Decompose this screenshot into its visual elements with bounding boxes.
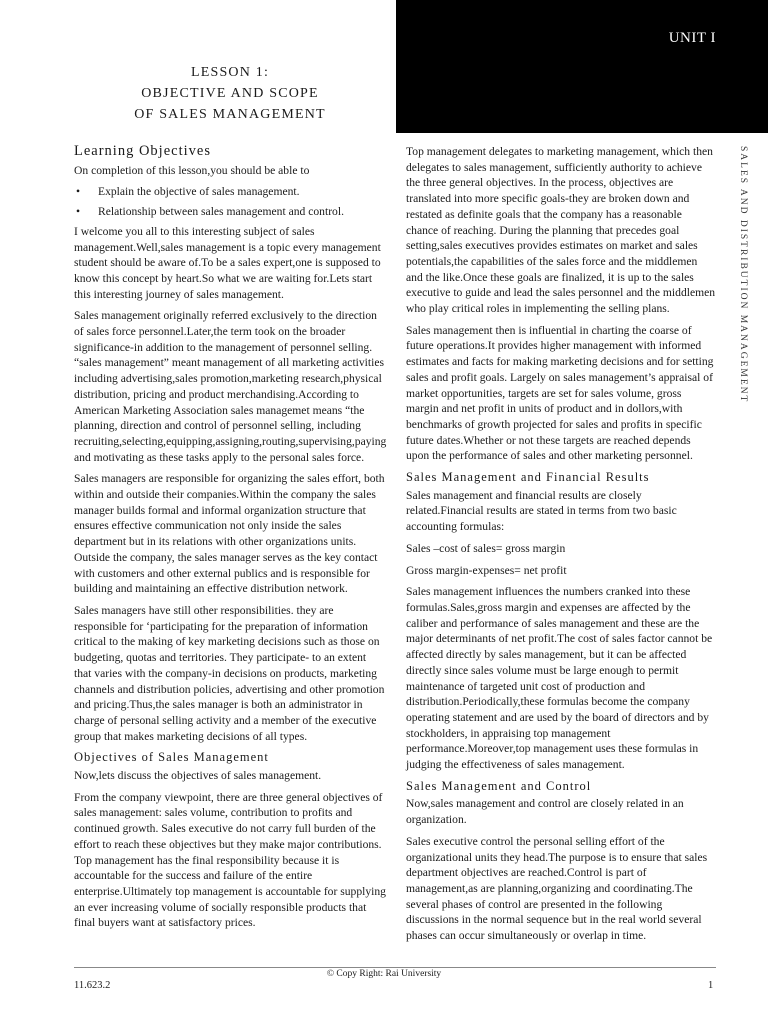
lesson-title <box>110 62 350 125</box>
formula-line: Sales –cost of sales= gross margin <box>406 541 566 555</box>
page-number: 1 <box>708 980 714 991</box>
left-column <box>74 144 386 937</box>
financial-results-heading: Sales Management and Financial Results <box>406 470 650 485</box>
paragraph: I welcome you all to this interesting subject of sales management.Well,sales management is a topic every management student should be aware of.To be a sales expert,one is supposed to know this concept by heart.So what we are waiting for.Lets start this interesting journey of sales management. <box>74 224 381 301</box>
objective-item: • Explain the objective of sales management. <box>74 184 386 200</box>
unit-header-box <box>396 0 768 133</box>
objective-item: • Relationship between sales management and control. <box>74 204 386 220</box>
objectives-intro: On completion of this lesson,you should be able to <box>74 163 310 177</box>
formula-line: Gross margin-expenses= net profit <box>406 563 567 577</box>
paragraph: Sales managers are responsible for organizing the sales effort, both within and outside their companies.Within the company the sales manager builds formal and informal organization structure that ensures effective communication not only inside the sales department but in its relations with other organizations units. Outside the company, the sales manager serves as the key contact with customers and other external publics and is responsible for building and maintaining an effective distribution network. <box>74 472 385 596</box>
side-running-title: SALES AND DISTRIBUTION MANAGEMENT <box>738 146 748 404</box>
objectives-list <box>74 184 386 219</box>
paragraph: Sales managers have still other responsibilities. they are responsible for ‘participating for the preparation of information critical to the making of key marketing decisions such as those on budgeting, quotas and territories. They participate- to an extent that varies with the company-in decisions on products, marketing channels and distribution policies, advertising and other promotion and pricing.Thus,the sales manager is both an administrator in charge of personal selling activity and a member of the executive group that makes marketing decisions of all types. <box>74 603 385 743</box>
paragraph: Top management delegates to marketing management, which then delegates to sales management, sufficiently authority to achieve the three general objectives. In the process, objectives are translated into more specific goals-they are broken down and restated as definite goals that the company has a reasonable chance of reaching. During the planning that precedes goal setting,sales executives provides estimates on market and sales potentials,the capabilities of the sales force and the middlemen and the like.Once these goals are finalized, it is up to the sales executive to guide and lead the sales personnel and the middlemen who play critical roles in implementing the selling plans. <box>406 145 716 316</box>
copyright-notice: © Copy Right: Rai University <box>326 969 442 979</box>
course-code: 11.623.2 <box>74 980 111 991</box>
control-section-heading: Sales Management and Control <box>406 778 592 793</box>
paragraph: From the company viewpoint, there are three general objectives of sales management: sales volume, contribution to profits and continued growth. Sales executive do not carry full burden of the effort to reach these objectives but they make major contributions. Top management has the final responsibility because it is accountable for the success and failure of the entire enterprise.Ultimately top management is accountable for supplying an ever increasing volume of socially responsible products that final buyers want at satisfactory prices. <box>74 790 386 930</box>
paragraph: Now,sales management and control are closely related in an organization. <box>406 797 684 827</box>
learning-objectives-heading: Learning Objectives <box>74 143 211 159</box>
lesson-title-line-2: OF SALES MANAGEMENT <box>134 107 326 122</box>
paragraph: Sales management originally referred exclusively to the direction of sales force personnel.Later,the term took on the broader significance-in addition to the management of personnel selling. “sales management” meant management of all marketing activities including advertising,sales promotion,marketing research,physical distribution, pricing and product merchandising.According to American Marketing Association sales managemet means “the planning, direction and control of personnel selling, including recruiting,selecting,equipping,assigning,routing,supervising,paying and motivating as these tasks apply to the personal sales force. <box>74 309 387 464</box>
paragraph: Sales executive control the personal selling effort of the organizational units they head.The purpose is to ensure that sales department objectives are reached.Control is part of management,as are planning,organizing and coordinating.The several phases of control are presented in the following discussions in the normal sequence but in the real world several phases can occur simultaneously or overlap in time. <box>406 834 708 943</box>
paragraph: Sales management then is influential in charting the coarse of future operations.It provides higher management with informed estimates and facts for making marketing decisions and for setting sales and profit goals. Largely on sales management’s appraisal of market opportunities, targets are set for sales volume, gross margin and net profit in units of product and in dollors,with benchmarks of growth projected for sales and profits in specific future dates.Whether or not these targets are reached depends upon the performance of sales and other marketing personnel. <box>406 323 714 463</box>
unit-label: UNIT I <box>668 30 716 46</box>
right-column <box>406 144 716 950</box>
paragraph: Sales management influences the numbers cranked into these formulas.Sales,gross margin and expenses are affected by the caliber and performance of sales management and these are the major determinants of net profit.The cost of sales factor cannot be affected directly by sales management, but it can be affected directly since sales volume must be large enough to permit maintenance of targeted unit cost of production and distribution.Periodically,these formulas become the company operating statement and are used by the board of directors and by stockholders, in appraising top management performance.Moreover,top management uses these formulas in judging the effectiveness of sales management. <box>406 585 713 772</box>
paragraph: Sales management and financial results are closely related.Financial results are stated in terms from two basic accounting formulas: <box>406 488 677 534</box>
paragraph: Now,lets discuss the objectives of sales management. <box>74 769 322 783</box>
lesson-title-line-1: OBJECTIVE AND SCOPE <box>141 86 319 101</box>
objectives-section-heading: Objectives of Sales Management <box>74 750 269 765</box>
footer-divider <box>74 967 716 968</box>
lesson-number: LESSON 1: <box>190 65 270 80</box>
